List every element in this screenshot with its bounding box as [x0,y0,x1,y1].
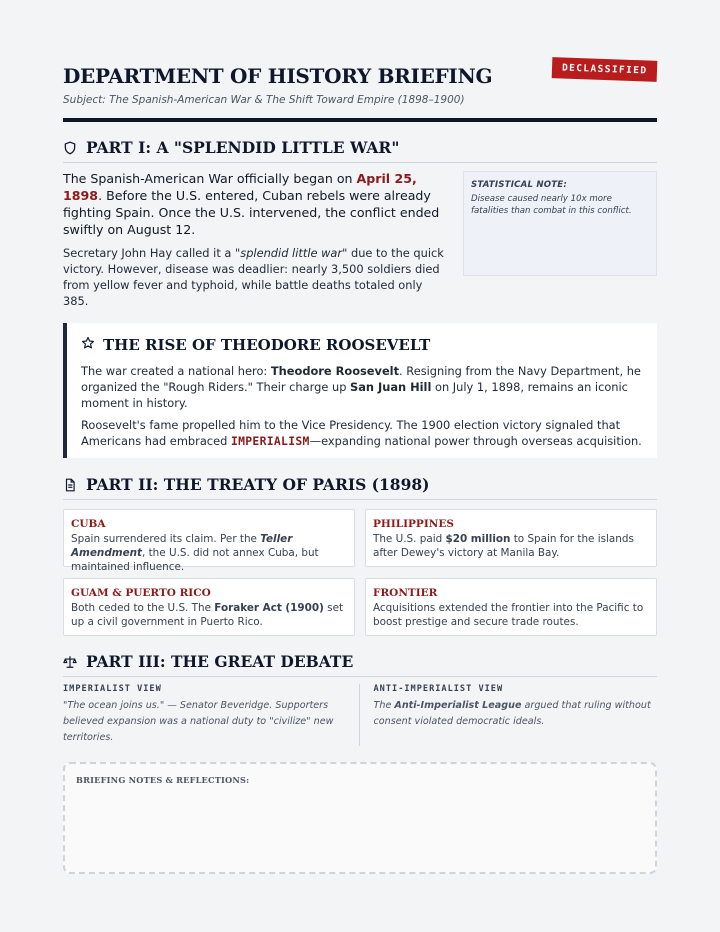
roosevelt-paragraph-2: Roosevelt's fame propelled him to the Vice Presidency. The 1900 election victory signaled that Americans had embraced IMPERIALISM—expanding national power through overseas acquisition. [81,418,642,448]
part-1-paragraph-2: Secretary John Hay called it a "splendid little war" due to the quick victory. However, disease was deadlier: nearly 3,500 soldiers died from yellow fever and typhoid, while battle deaths totaled only 385. [63,246,444,308]
treaty-cards [63,509,657,636]
part-2-section [63,475,657,636]
part-1-header [63,138,657,163]
header-divider [63,118,657,122]
page-title: DEPARTMENT OF HISTORY BRIEFING [63,64,493,88]
declassified-stamp: DECLASSIFIED [551,57,657,82]
part-3-header [63,652,657,677]
card-title: PHILIPPINES [373,518,454,530]
card-title: GUAM & PUERTO RICO [71,587,211,599]
shield-icon [63,141,77,155]
card-title: FRONTIER [373,587,438,599]
debate-columns [63,684,657,746]
anti-imperialist-text: The Anti-Imperialist League argued that ruling without consent violated democratic ideals. [373,700,651,727]
star-icon [81,335,95,354]
card-text: The U.S. paid $20 million to Spain for the islands after Dewey's victory at Manila Bay. [373,533,634,559]
part-2-title: PART II: THE TREATY OF PARIS (1898) [86,475,430,494]
war-start-date: April 25, 1898 [63,171,417,203]
card-text: Acquisitions extended the frontier into the Pacific to boost prestige and secure trade routes. [373,602,644,628]
part-3-section [63,652,657,746]
statistical-note [463,171,657,276]
imperialist-text: "The ocean joins us." — Senator Beveridge. Supporters believed expansion was a national duty to "civilize" new territories. [63,700,334,743]
card-title: CUBA [71,518,106,530]
scale-icon [63,655,77,669]
imperialist-label: IMPERIALIST VIEW [63,684,162,694]
card-philippines [365,509,657,567]
splendid-quote: "splendid little war" [235,246,348,260]
roosevelt-header [81,335,643,354]
imperialist-view [63,684,360,746]
roosevelt-paragraph-1: The war created a national hero: Theodore Roosevelt. Resigning from the Navy Department, he organized the "Rough Riders." Their charge up San Juan Hill on July 1, 1898, remains an iconic moment in history. [81,364,641,410]
card-guam-puerto-rico [63,578,355,636]
part-2-header [63,475,657,500]
header [63,0,657,122]
part-3-title: PART III: THE GREAT DEBATE [86,652,354,671]
page-subtitle: Subject: The Spanish-American War & The Shift Toward Empire (1898–1900) [63,94,465,106]
card-frontier [365,578,657,636]
part-1-section [63,138,657,309]
imperialism-term: IMPERIALISM [230,434,310,448]
card-text: Spain surrendered its claim. Per the Teller Amendment, the U.S. did not annex Cuba, but maintained influence. [71,533,319,573]
anti-imperialist-label: ANTI-IMPERIALIST VIEW [373,684,504,694]
roosevelt-title: THE RISE OF THEODORE ROOSEVELT [103,335,431,354]
card-cuba [63,509,355,573]
briefing-notes-label: BRIEFING NOTES & REFLECTIONS: [76,775,250,785]
statistical-note-label: STATISTICAL NOTE: [471,180,568,190]
anti-imperialist-view [360,684,658,746]
part-1-title: PART I: A "SPLENDID LITTLE WAR" [86,138,400,157]
briefing-notes-box[interactable] [63,762,657,874]
statistical-note-text: Disease caused nearly 10x more fatalities than combat in this conflict. [471,194,632,216]
roosevelt-callout [63,323,657,458]
document-icon [63,478,77,492]
card-text: Both ceded to the U.S. The Foraker Act (1900) set up a civil government in Puerto Rico. [71,602,344,628]
part-1-lead-paragraph: The Spanish-American War officially began on April 25, 1898. Before the U.S. entered, Cuban rebels were already fighting Spain. Once the U.S. intervened, the conflict ended swiftly on August 12. [63,171,440,237]
